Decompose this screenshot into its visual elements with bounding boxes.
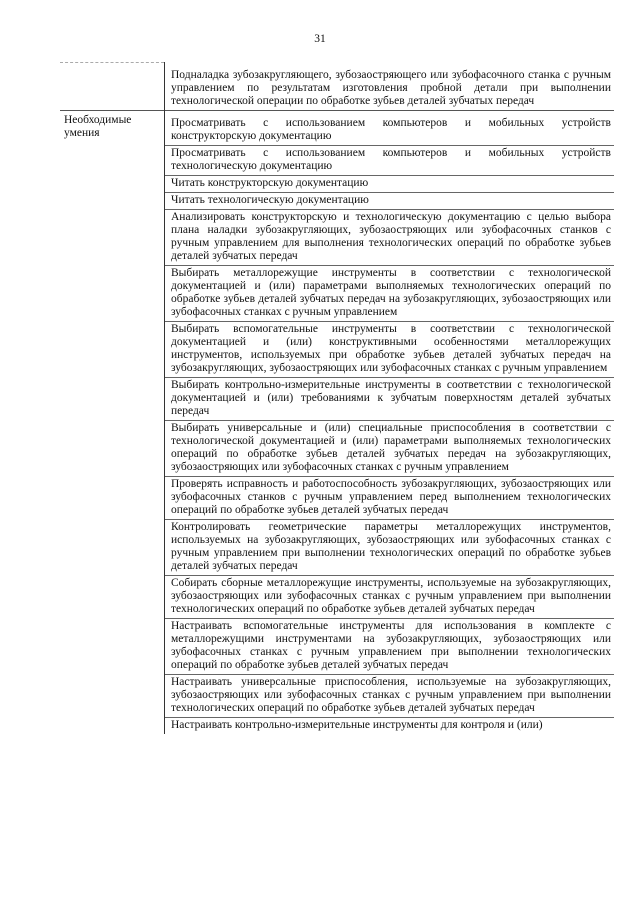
row-label-cell bbox=[60, 63, 165, 111]
table-cell-text: Проверять исправность и работоспособность зубозакругляющих, зубозаостряющих или зубофасочных станков с ручным управлением перед выполнением технологических операций по обработке зубьев деталей зубчатых передач bbox=[165, 476, 614, 519]
table-cell-text: Подналадка зубозакругляющего, зубозаостряющего или зубофасочного станка с ручным управлением по результатам изготовления пробной детали при выполнении технологической операции по обработке зубьев деталей зубчатых передач bbox=[171, 68, 611, 107]
table-cell-text: Настраивать вспомогательные инструменты для использования в комплекте с металлорежущими инструментами на зубозакругляющих, зубозаостряющих или зубофасочных станках с ручным управлением при выполнении технологических операций по обработке зубьев деталей зубчатых передач bbox=[165, 618, 614, 674]
table-cell-text: Выбирать контрольно-измерительные инструменты в соответствии с технологической документацией и (или) требованиями к зубчатым поверхностям деталей зубчатых передач bbox=[165, 377, 614, 420]
table-cell-text: Собирать сборные металлорежущие инструменты, используемые на зубозакругляющих, зубозаостряющих или зубофасочных станках с ручным управлением при выполнении технологических операций по обработке зубьев деталей зубчатых передач bbox=[165, 575, 614, 618]
table-cell-text: Настраивать контрольно-измерительные инструменты для контроля и (или) bbox=[165, 717, 614, 734]
competency-table bbox=[60, 62, 614, 734]
table-cell-text: Выбирать универсальные и (или) специальные приспособления в соответствии с технологической документацией и (или) параметрами выполняемых технологических операций по обработке зубьев деталей зубчатых передач на зубозакругляющих, зубозаостряющих или зубофасочных станках с ручным управлением bbox=[165, 420, 614, 476]
table-cell-text: Выбирать металлорежущие инструменты в соответствии с технологической документацией и (или) параметрами выполняемых технологических операций по обработке зубьев деталей зубчатых передач на зубозакругляющих, зубозаостряющих или зубофасочных станках с ручным управлением bbox=[165, 265, 614, 321]
table-cell-text: Выбирать вспомогательные инструменты в соответствии с технологической документацией и (или) конструктивными особенностями металлорежущих инструментов, используемых при обработке зубьев деталей зубчатых передач на зубозакругляющих, зубозаостряющих или зубофасочных станках с ручным управлением bbox=[165, 321, 614, 377]
table-cell-text: Читать технологическую документацию bbox=[165, 192, 614, 209]
table-cell-text: Просматривать с использованием компьютеров и мобильных устройств конструкторскую документацию bbox=[171, 116, 611, 142]
row-content-cell bbox=[165, 110, 615, 734]
row-content-cell bbox=[165, 63, 615, 111]
table-row bbox=[60, 63, 614, 111]
page-number: 31 bbox=[314, 33, 326, 45]
table-cell-text: Читать конструкторскую документацию bbox=[165, 175, 614, 192]
row-label: Необходимые умения bbox=[64, 113, 132, 139]
row-label-cell bbox=[60, 110, 165, 734]
row-label bbox=[60, 63, 164, 66]
table-cell-text: Анализировать конструкторскую и технологическую документацию с целью выбора плана наладки зубозакругляющих, зубозаостряющих или зубофасочных станков с ручным управлением для выполнения технологических операций по обработке зубьев деталей зубчатых передач bbox=[165, 209, 614, 265]
table-cell-text: Контролировать геометрические параметры металлорежущих инструментов, используемых на зубозакругляющих, зубозаостряющих или зубофасочных станках с ручным управлением при выполнении технологических операций по обработке зубьев деталей зубчатых передач bbox=[165, 519, 614, 575]
table-cell-text: Настраивать универсальные приспособления, используемые на зубозакругляющих, зубозаостряющих или зубофасочных станках с ручным управлением при выполнении технологических операций по обработке зубьев деталей зубчатых передач bbox=[165, 674, 614, 717]
table-cell-text: Просматривать с использованием компьютеров и мобильных устройств технологическую документацию bbox=[165, 145, 614, 175]
table-row bbox=[60, 110, 614, 734]
